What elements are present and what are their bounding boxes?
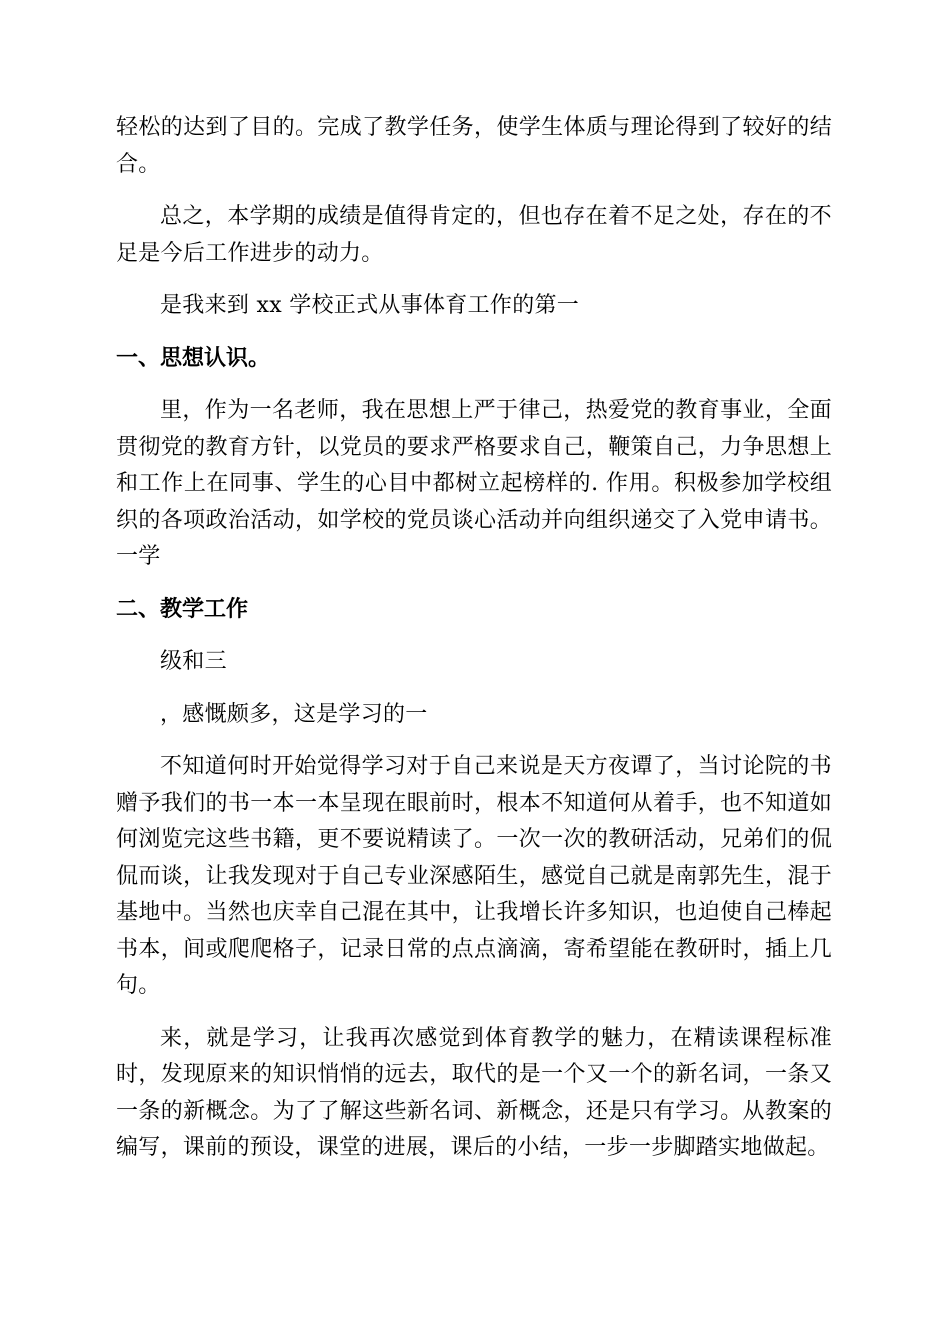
section-heading-1: 一、思想认识。 bbox=[116, 345, 271, 371]
paragraph-1: 轻松的达到了目的。完成了教学任务，使学生体质与理论得到了较好的结合。 bbox=[116, 115, 832, 177]
paragraph-5: 级和三 bbox=[160, 649, 227, 674]
paragraph-3: 是我来到 xx 学校正式从事体育工作的第一 bbox=[160, 293, 580, 318]
paragraph-6: ，感慨颇多，这是学习的一 bbox=[160, 701, 428, 727]
paragraph-4: 里，作为一名老师，我在思想上严于律己，热爱党的教育事业，全面贯彻党的教育方针，以党员的要求严格要求自己，鞭策自己，力争思想上和工作上在同事、学生的心目中都树立起榜样的. 作用。积极参加学校组织的各项政治活动，如学校的党员谈心活动并向组织递交了入党申请书。一学 bbox=[116, 398, 832, 569]
paragraph-8: 来，就是学习，让我再次感觉到体育教学的魅力，在精读课程标准时，发现原来的知识悄悄的远去，取代的是一个又一个的新名词，一条又一条的新概念。为了了解这些新名词、新概念，还是只有学习。从教案的编写，课前的预设，课堂的进展，课后的小结，一步一步脚踏实地做起。 bbox=[116, 1025, 832, 1160]
paragraph-7: 不知道何时开始觉得学习对于自己来说是天方夜谭了，当讨论院的书赠予我们的书一本一本呈现在眼前时，根本不知道何从着手，也不知道如何浏览完这些书籍，更不要说精读了。一次一次的教研活动，兄弟们的侃侃而谈，让我发现对于自己专业深感陌生，感觉自己就是南郭先生，混于基地中。当然也庆幸自己混在其中，让我增长许多知识，也迫使自己棒起书本，间或爬爬格子，记录日常的点点滴滴，寄希望能在教研时，插上几句。 bbox=[116, 754, 832, 998]
paragraph-2: 总之，本学期的成绩是值得肯定的，但也存在着不足之处，存在的不足是今后工作进步的动力。 bbox=[116, 204, 832, 266]
section-heading-2: 二、教学工作 bbox=[116, 596, 249, 622]
document-page bbox=[116, 110, 832, 1183]
